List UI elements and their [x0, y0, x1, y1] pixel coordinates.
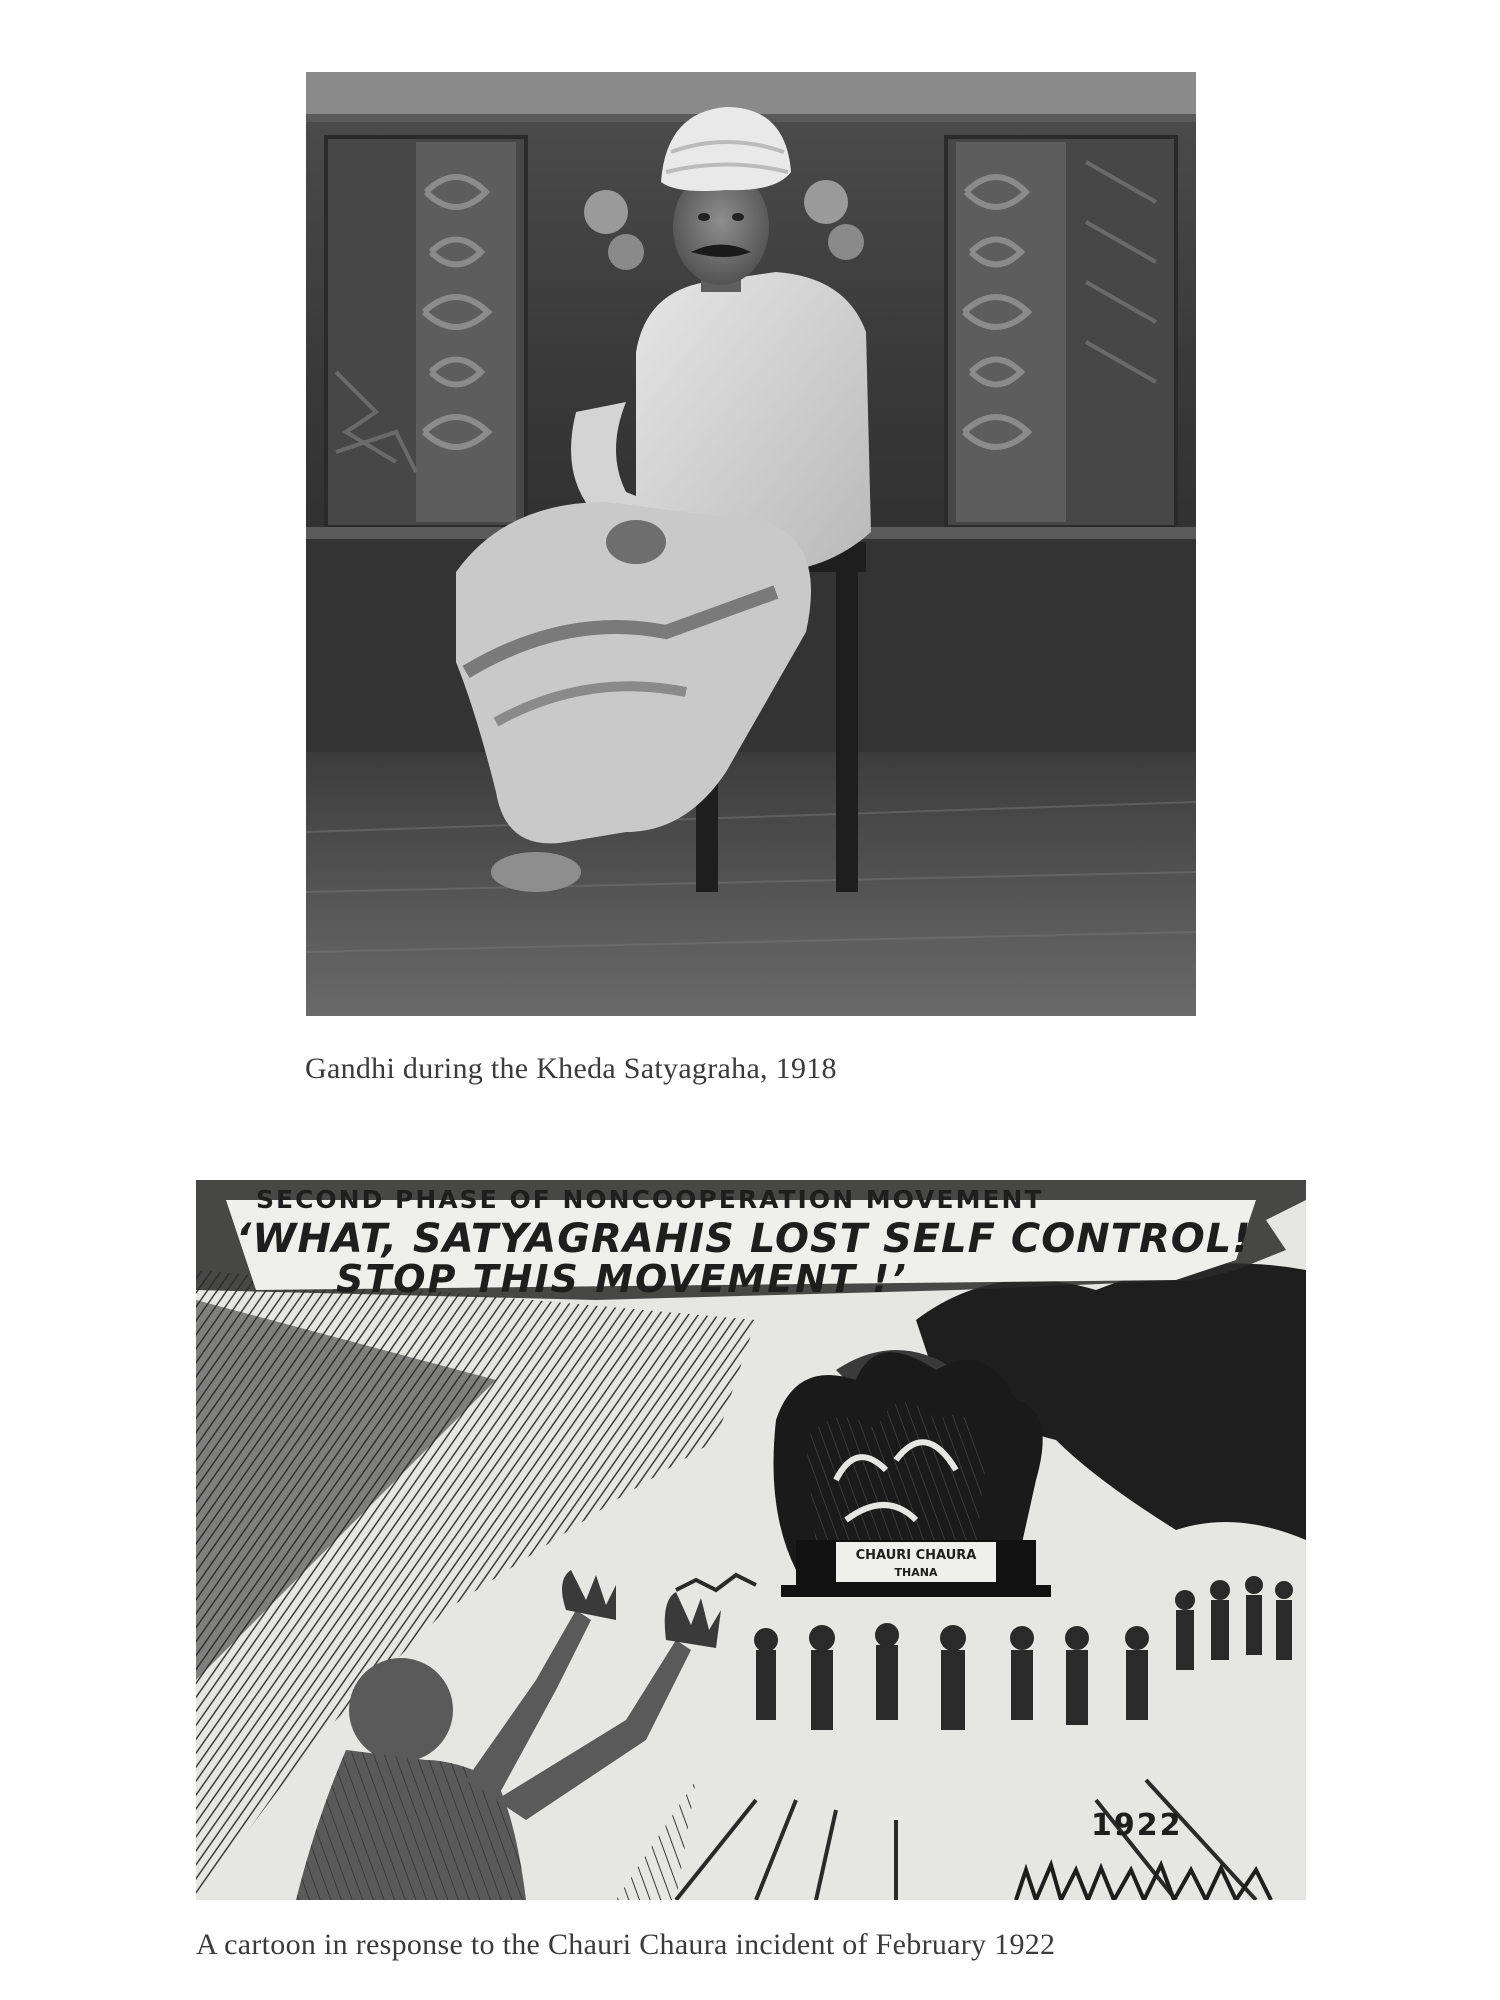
chauri-chaura-cartoon [196, 1180, 1306, 1900]
cartoon-caption: A cartoon in response to the Chauri Chaura incident of February 1922 [196, 1928, 1056, 1961]
carved-panel-right [946, 137, 1176, 527]
cartoon-year: 1922 [1091, 1808, 1183, 1843]
photograph-illustration [306, 72, 1196, 1016]
cartoon-banner-line-3: STOP THIS MOVEMENT !’ [336, 1257, 908, 1301]
gandhi-kheda-photograph [306, 72, 1196, 1016]
carved-panel-left [326, 137, 526, 527]
building-sign-line-1: CHAURI CHAURA [855, 1548, 977, 1563]
cartoon-banner-line-1: SECOND PHASE OF NONCOOPERATION MOVEMENT [256, 1185, 1044, 1214]
cartoon-illustration [196, 1180, 1306, 1900]
photo-caption: Gandhi during the Kheda Satyagraha, 1918 [305, 1052, 837, 1085]
building-sign-line-2: THANA [894, 1566, 938, 1579]
burning-police-station [774, 1352, 1052, 1597]
cartoon-banner-line-2: ‘WHAT, SATYAGRAHIS LOST SELF CONTROL! [236, 1216, 1252, 1262]
